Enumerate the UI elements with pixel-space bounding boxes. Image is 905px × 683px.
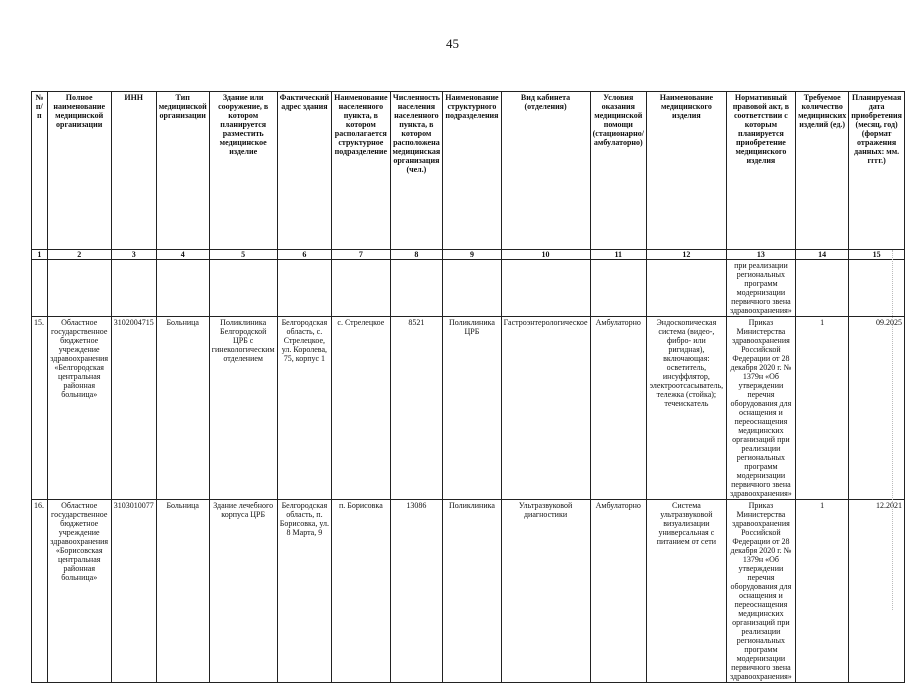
- legal-act: Приказ Министерства здравоохранения Российской Федерации от 28 декабря 2020 г. № 1379н «Об утверждении перечня оборудования для оснащения и переоснащения медицинских организаций при реализации региональных программ модернизации первичного звена здравоохранения»: [726, 500, 795, 683]
- address: Белгородская область, п. Борисовка, ул. 8 Марта, 9: [277, 500, 332, 683]
- column-number: 10: [501, 250, 590, 260]
- cabinet-type: Ультразвуковой диагностики: [501, 500, 590, 683]
- header-cell: Фактический адрес здания: [277, 92, 332, 250]
- header-cell: Нормативный правовой акт, в соответствии с которым планируется приобретение медицинского изделия: [726, 92, 795, 250]
- address: Белгородская область, с. Стрелецкое, ул. Королева, 75, корпус 1: [277, 317, 332, 500]
- cabinet-type: Гастроэнтерологическое: [501, 317, 590, 500]
- purchase-date: 09.2025: [849, 317, 905, 500]
- header-cell: Планируемая дата приобретения (месяц, год) (формат отражения данных: мм. гггг.): [849, 92, 905, 250]
- population: 13086: [390, 500, 443, 683]
- column-number: 9: [443, 250, 501, 260]
- organization-name: Областное государственное бюджетное учреждение здравоохранения «Белгородская центральная районная больница»: [47, 317, 111, 500]
- column-number: 7: [332, 250, 390, 260]
- column-number: 4: [156, 250, 209, 260]
- column-number: 15: [849, 250, 905, 260]
- inn: 3103010077: [111, 500, 156, 683]
- device-name: Эндоскопическая система (видео-, фибро- или ригидная), включающая: осветитель, инсуффлятор, электроотсасыватель, тележка (стойка); течеискатель: [647, 317, 727, 500]
- table-row: [32, 317, 905, 500]
- row-number: 16.: [32, 500, 48, 683]
- header-cell: Наименование медицинского изделия: [647, 92, 727, 250]
- settlement: с. Стрелецкое: [332, 317, 390, 500]
- column-number: 6: [277, 250, 332, 260]
- header-cell: Здание или сооружение, в котором планируется разместить медицинское изделие: [209, 92, 277, 250]
- header-cell: Условия оказания медицинской помощи (стационарно/амбулаторно): [590, 92, 647, 250]
- organization-type: Больница: [156, 500, 209, 683]
- continuation-text: при реализации региональных программ модернизации первичного звена здравоохранения»: [726, 260, 795, 317]
- inn: 3102004715: [111, 317, 156, 500]
- header-cell: Полное наименование медицинской организации: [47, 92, 111, 250]
- column-number: 8: [390, 250, 443, 260]
- table-row: [32, 500, 905, 683]
- column-number: 3: [111, 250, 156, 260]
- medical-equipment-table: [31, 91, 905, 683]
- population: 8521: [390, 317, 443, 500]
- column-number: 1: [32, 250, 48, 260]
- quantity: 1: [796, 500, 849, 683]
- column-number-row: [32, 250, 905, 260]
- header-cell: Тип медицинской организации: [156, 92, 209, 250]
- column-number: 11: [590, 250, 647, 260]
- continuation-row: [32, 260, 905, 317]
- building: Здание лечебного корпуса ЦРБ: [209, 500, 277, 683]
- structural-unit: Поликлиника ЦРБ: [443, 317, 501, 500]
- organization-type: Больница: [156, 317, 209, 500]
- column-number: 2: [47, 250, 111, 260]
- care-conditions: Амбулаторно: [590, 500, 647, 683]
- column-number: 13: [726, 250, 795, 260]
- structural-unit: Поликлиника: [443, 500, 501, 683]
- header-cell: Численность населения населенного пункта, в котором расположена медицинская организация (чел.): [390, 92, 443, 250]
- header-cell: Требуемое количество медицинских изделий (ед.): [796, 92, 849, 250]
- page-number: 45: [446, 36, 459, 51]
- header-cell: Наименование структурного подразделения: [443, 92, 501, 250]
- organization-name: Областное государственное бюджетное учреждение здравоохранения «Борисовская центральная районная больница»: [47, 500, 111, 683]
- header-row: [32, 92, 905, 250]
- header-cell: № п/п: [32, 92, 48, 250]
- purchase-date: 12.2021: [849, 500, 905, 683]
- column-number: 12: [647, 250, 727, 260]
- header-cell: Вид кабинета (отделения): [501, 92, 590, 250]
- legal-act: Приказ Министерства здравоохранения Российской Федерации от 28 декабря 2020 г. № 1379н «Об утверждении перечня оборудования для оснащения и переоснащения медицинских организаций при реализации региональных программ модернизации первичного звена здравоохранения»: [726, 317, 795, 500]
- quantity: 1: [796, 317, 849, 500]
- scan-edge: [892, 250, 905, 610]
- column-number: 5: [209, 250, 277, 260]
- building: Поликлиника Белгородской ЦРБ с гинекологическим отделением: [209, 317, 277, 500]
- settlement: п. Борисовка: [332, 500, 390, 683]
- row-number: 15.: [32, 317, 48, 500]
- device-name: Система ультразвуковой визуализации универсальная с питанием от сети: [647, 500, 727, 683]
- column-number: 14: [796, 250, 849, 260]
- header-cell: ИНН: [111, 92, 156, 250]
- care-conditions: Амбулаторно: [590, 317, 647, 500]
- header-cell: Наименование населенного пункта, в котором располагается структурное подразделение: [332, 92, 390, 250]
